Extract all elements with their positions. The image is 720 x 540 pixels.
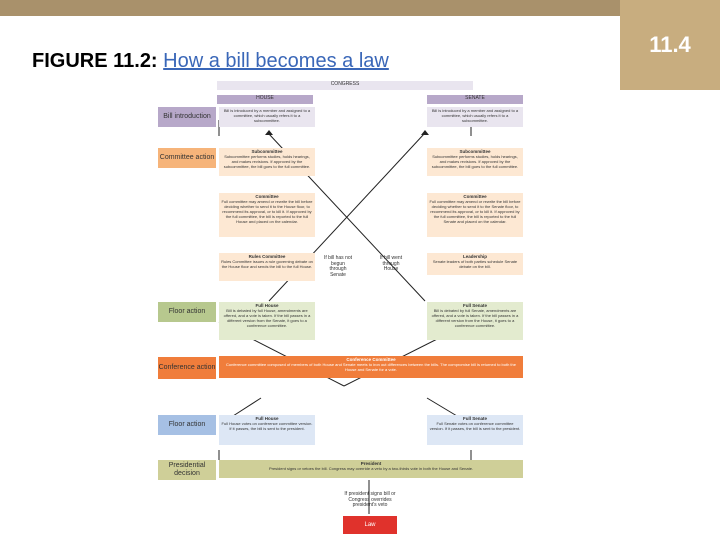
- president-text: President signs or vetoes the bill. Congress may override a veto by a two-thirds vote in both the House and Senate.: [268, 466, 474, 471]
- stage-conference: Conference action: [158, 357, 216, 379]
- senate-final-title: Full Senate: [462, 416, 487, 421]
- senate-subcommittee-text: Subcommittee performs studies, holds hearings, and makes revisions. If approved by the subcommittee, the bill goes to the full committee.: [431, 154, 519, 169]
- stage-committee: Committee action: [158, 148, 216, 168]
- bill-to-law-flowchart: [157, 80, 531, 540]
- top-bar: [0, 0, 720, 16]
- house-intro-box: [219, 107, 315, 127]
- senate-leadership-box: [427, 253, 523, 275]
- house-final-title: Full House: [255, 416, 279, 421]
- house-final-text: Full House votes on conference committee version. If it passes, the bill is sent to the president.: [221, 421, 313, 431]
- senate-header: SENATE: [427, 95, 523, 104]
- house-header: HOUSE: [217, 95, 313, 104]
- house-floor-box: [219, 302, 315, 340]
- house-final-box: [219, 415, 315, 445]
- house-floor-title: Full House: [255, 303, 279, 308]
- conference-box: [219, 356, 523, 378]
- senate-committee-text: Full committee may amend or rewrite the bill before deciding whether to send it to the Senate floor, to recommend its approval, or to kill it. If approved by the full committee, the bill is reported to the full Senate and placed on the calendar.: [429, 199, 521, 224]
- house-rules-text: Rules Committee issues a rule governing debate on the House floor and sends the bill to the full House.: [221, 259, 313, 269]
- house-subcommittee-box: [219, 148, 315, 176]
- section-badge: 11.4: [620, 0, 720, 90]
- senate-leadership-title: Leadership: [462, 254, 487, 259]
- slide-title: [32, 50, 389, 73]
- figure-label: FIGURE 11.2:: [32, 50, 158, 72]
- president-title: President: [360, 461, 382, 466]
- house-subcommittee-text: Subcommittee performs studies, holds hearings, and makes revisions. If approved by the subcommittee, the bill goes to the full committee.: [223, 154, 311, 169]
- law-box: Law: [343, 516, 397, 534]
- conference-to-senate: [427, 398, 457, 416]
- veto-note: If president signs bill or Congress overrides president's veto: [344, 491, 396, 508]
- senate-floor-box: [427, 302, 523, 340]
- senate-final-text: Full Senate votes on conference committee version. If it passes, the bill is sent to the president.: [429, 421, 521, 431]
- congress-header: CONGRESS: [217, 81, 473, 90]
- senate-subcommittee-box: [427, 148, 523, 176]
- note-right: If bill went through House: [379, 255, 403, 272]
- house-rules-title: Rules Committee: [248, 254, 286, 259]
- arrow-up-left: [265, 130, 273, 135]
- senate-leadership-text: Senate leaders of both parties schedule Senate debate on the bill.: [432, 259, 518, 269]
- stage-presidential: Presidential decision: [158, 460, 216, 480]
- note-left: If bill has not begun through Senate: [323, 255, 353, 278]
- conference-text: Conference committee composed of members of both House and Senate meets to iron out differences between the bills. The compromise bill is returned to both the House and Senate for a vote.: [225, 362, 516, 372]
- house-intro-text: Bill is introduced by a member and assigned to a committee, which usually refers it to a subcommittee.: [223, 108, 311, 123]
- president-box: [219, 460, 523, 478]
- house-committee-title: Committee: [255, 194, 279, 199]
- conference-title: Conference Committee: [346, 357, 396, 362]
- senate-final-box: [427, 415, 523, 445]
- house-committee-text: Full committee may amend or rewrite the bill before deciding whether to send it to the House floor, to recommend its approval, or to kill it. If approved by the full committee, the bill is reported to the full House and placed on the calendar.: [221, 199, 313, 224]
- senate-floor-title: Full Senate: [462, 303, 487, 308]
- senate-floor-text: Bill is debated by full Senate, amendments are offered, and a vote is taken. If the bill passes in a different version from the House, it goes to a conference committee.: [431, 308, 519, 328]
- conference-to-house: [233, 398, 261, 416]
- house-subcommittee-title: Subcommittee: [251, 149, 283, 154]
- arrow-up-right: [421, 130, 429, 135]
- stage-floor: Floor action: [158, 302, 216, 322]
- house-committee-box: [219, 193, 315, 237]
- house-rules-box: [219, 253, 315, 281]
- senate-intro-text: Bill is introduced by a member and assigned to a committee, which usually refers it to a subcommittee.: [431, 108, 519, 123]
- senate-intro-box: [427, 107, 523, 127]
- senate-committee-box: [427, 193, 523, 237]
- senate-subcommittee-title: Subcommittee: [459, 149, 491, 154]
- house-floor-text: Bill is debated by full House, amendments are offered, and a vote is taken. If the bill passes in a different version from the Senate, it goes to a conference committee.: [223, 308, 311, 328]
- figure-title-link[interactable]: How a bill becomes a law: [163, 50, 389, 72]
- senate-committee-title: Committee: [463, 194, 487, 199]
- stage-final: Floor action: [158, 415, 216, 435]
- stage-intro: Bill introduction: [158, 107, 216, 127]
